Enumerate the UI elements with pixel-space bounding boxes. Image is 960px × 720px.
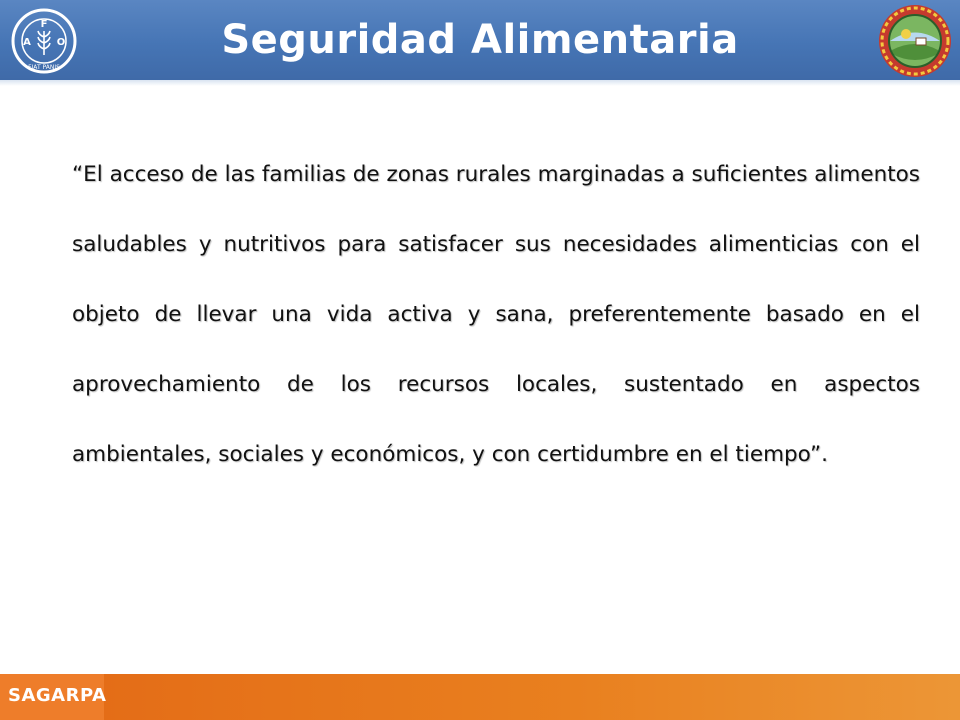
footer-strip [104,674,960,720]
svg-text:A: A [23,37,31,48]
seal-emblem-icon [876,2,954,80]
slide-title: Seguridad Alimentaria [221,17,739,63]
header-bar [0,0,960,80]
sagarpa-logo: SAGARPA [8,685,107,706]
definition-quote: “El acceso de las familias de zonas rurales marginadas a suficientes alimentos saludables y nutritivos para satisfacer sus necesidades alimenticias con el objeto de llevar una vida activa y sana, preferentemente basado en el aprovechamiento de los recursos locales, sustentado en aspectos ambientales, sociales y económicos, y con certidumbre en el tiempo”. [72,162,920,467]
fao-logo [10,7,78,75]
svg-text:F: F [40,19,48,30]
main-content [72,140,920,490]
svg-text:O: O [56,37,66,48]
header-divider [0,80,960,86]
fao-motto: FIAT PANIS [28,64,60,71]
